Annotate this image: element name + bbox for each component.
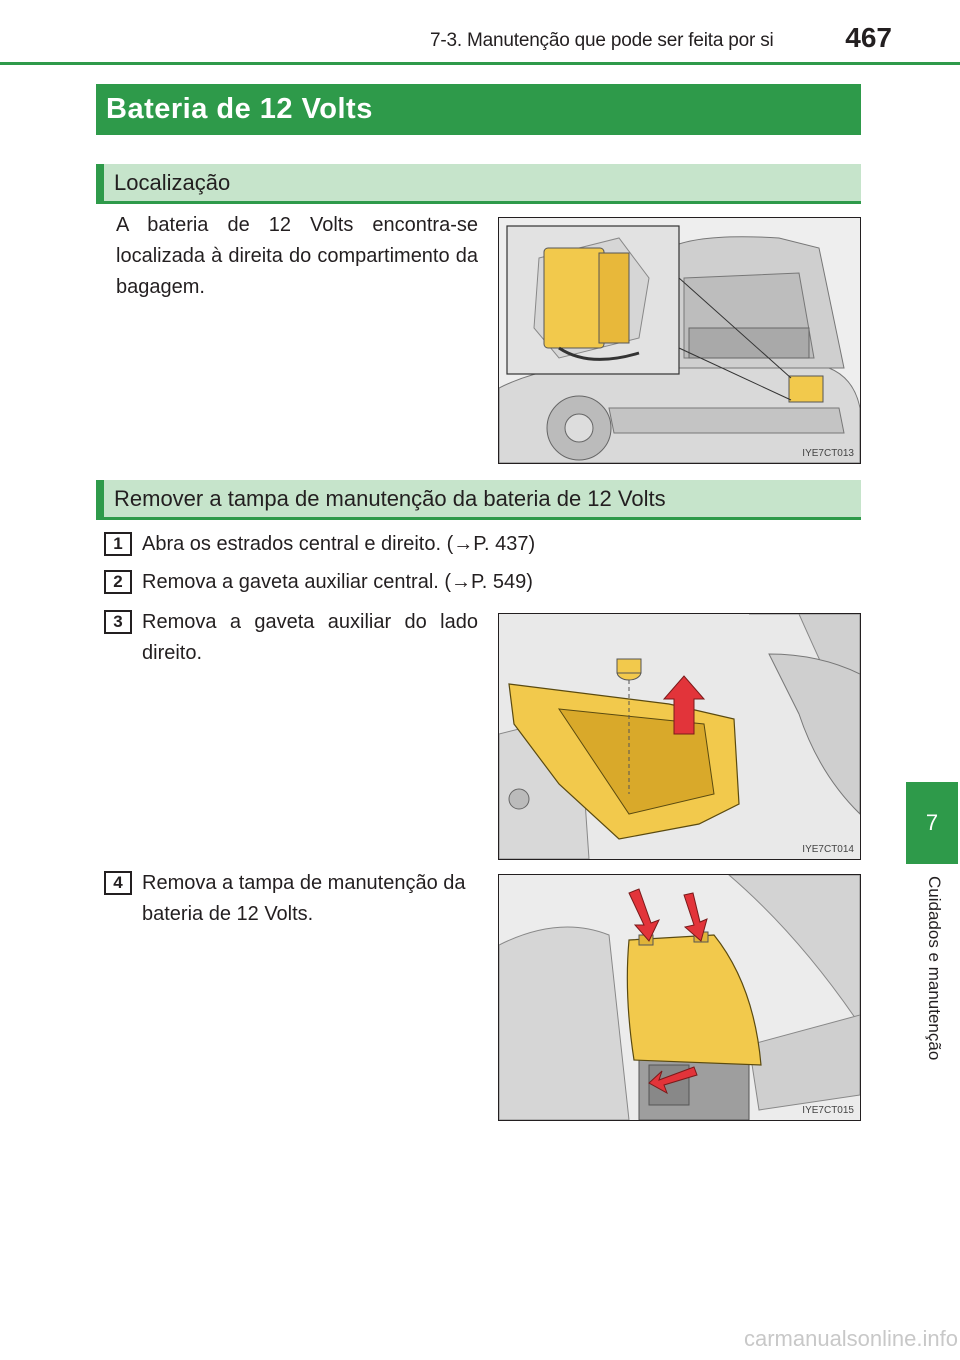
- removal-heading: [96, 480, 861, 520]
- side-tray-figure: [498, 613, 861, 860]
- location-text: A bateria de 12 Volts encontra-se localizada à direita do compartimento da bagagem.: [116, 214, 478, 298]
- figure-code: IYE7CT015: [802, 1105, 854, 1116]
- removal-heading-text: Remover a tampa de manutenção da bateria de 12 Volts: [114, 485, 666, 511]
- site-watermark: carmanualsonline.info: [743, 1326, 958, 1351]
- battery-location-figure: [498, 217, 861, 464]
- step-number: 2: [104, 570, 132, 594]
- step-text: Abra os estrados central e direito. (→P. 437): [142, 533, 536, 555]
- step-number: 4: [104, 871, 132, 895]
- side-tray-illustration: [499, 614, 860, 859]
- page-number: 467: [845, 22, 892, 53]
- step-text: Remova a gaveta auxiliar central. (→P. 549): [142, 571, 533, 593]
- chapter-label: [906, 876, 958, 1106]
- step-text: Remova a tampa de manutenção da bateria de 12 Volts.: [142, 872, 466, 925]
- location-heading: [96, 164, 861, 204]
- step-number: 1: [104, 532, 132, 556]
- service-cover-figure: [498, 874, 861, 1121]
- chapter-label-text: Cuidados e manutenção: [925, 876, 944, 1061]
- step-text: Remova a gaveta auxiliar do lado direito.: [142, 611, 478, 664]
- header-rule: [0, 62, 960, 65]
- running-header: 7-3. Manutenção que pode ser feita por si: [430, 30, 774, 51]
- location-heading-text: Localização: [114, 169, 231, 195]
- step-number: 3: [104, 610, 132, 634]
- figure-code: IYE7CT014: [802, 844, 854, 855]
- chapter-tab[interactable]: 7: [906, 782, 958, 864]
- figure-code: IYE7CT013: [802, 448, 854, 459]
- service-cover-illustration: [499, 875, 860, 1120]
- car-rear-illustration: [499, 218, 860, 463]
- section-title: Bateria de 12 Volts: [96, 84, 861, 135]
